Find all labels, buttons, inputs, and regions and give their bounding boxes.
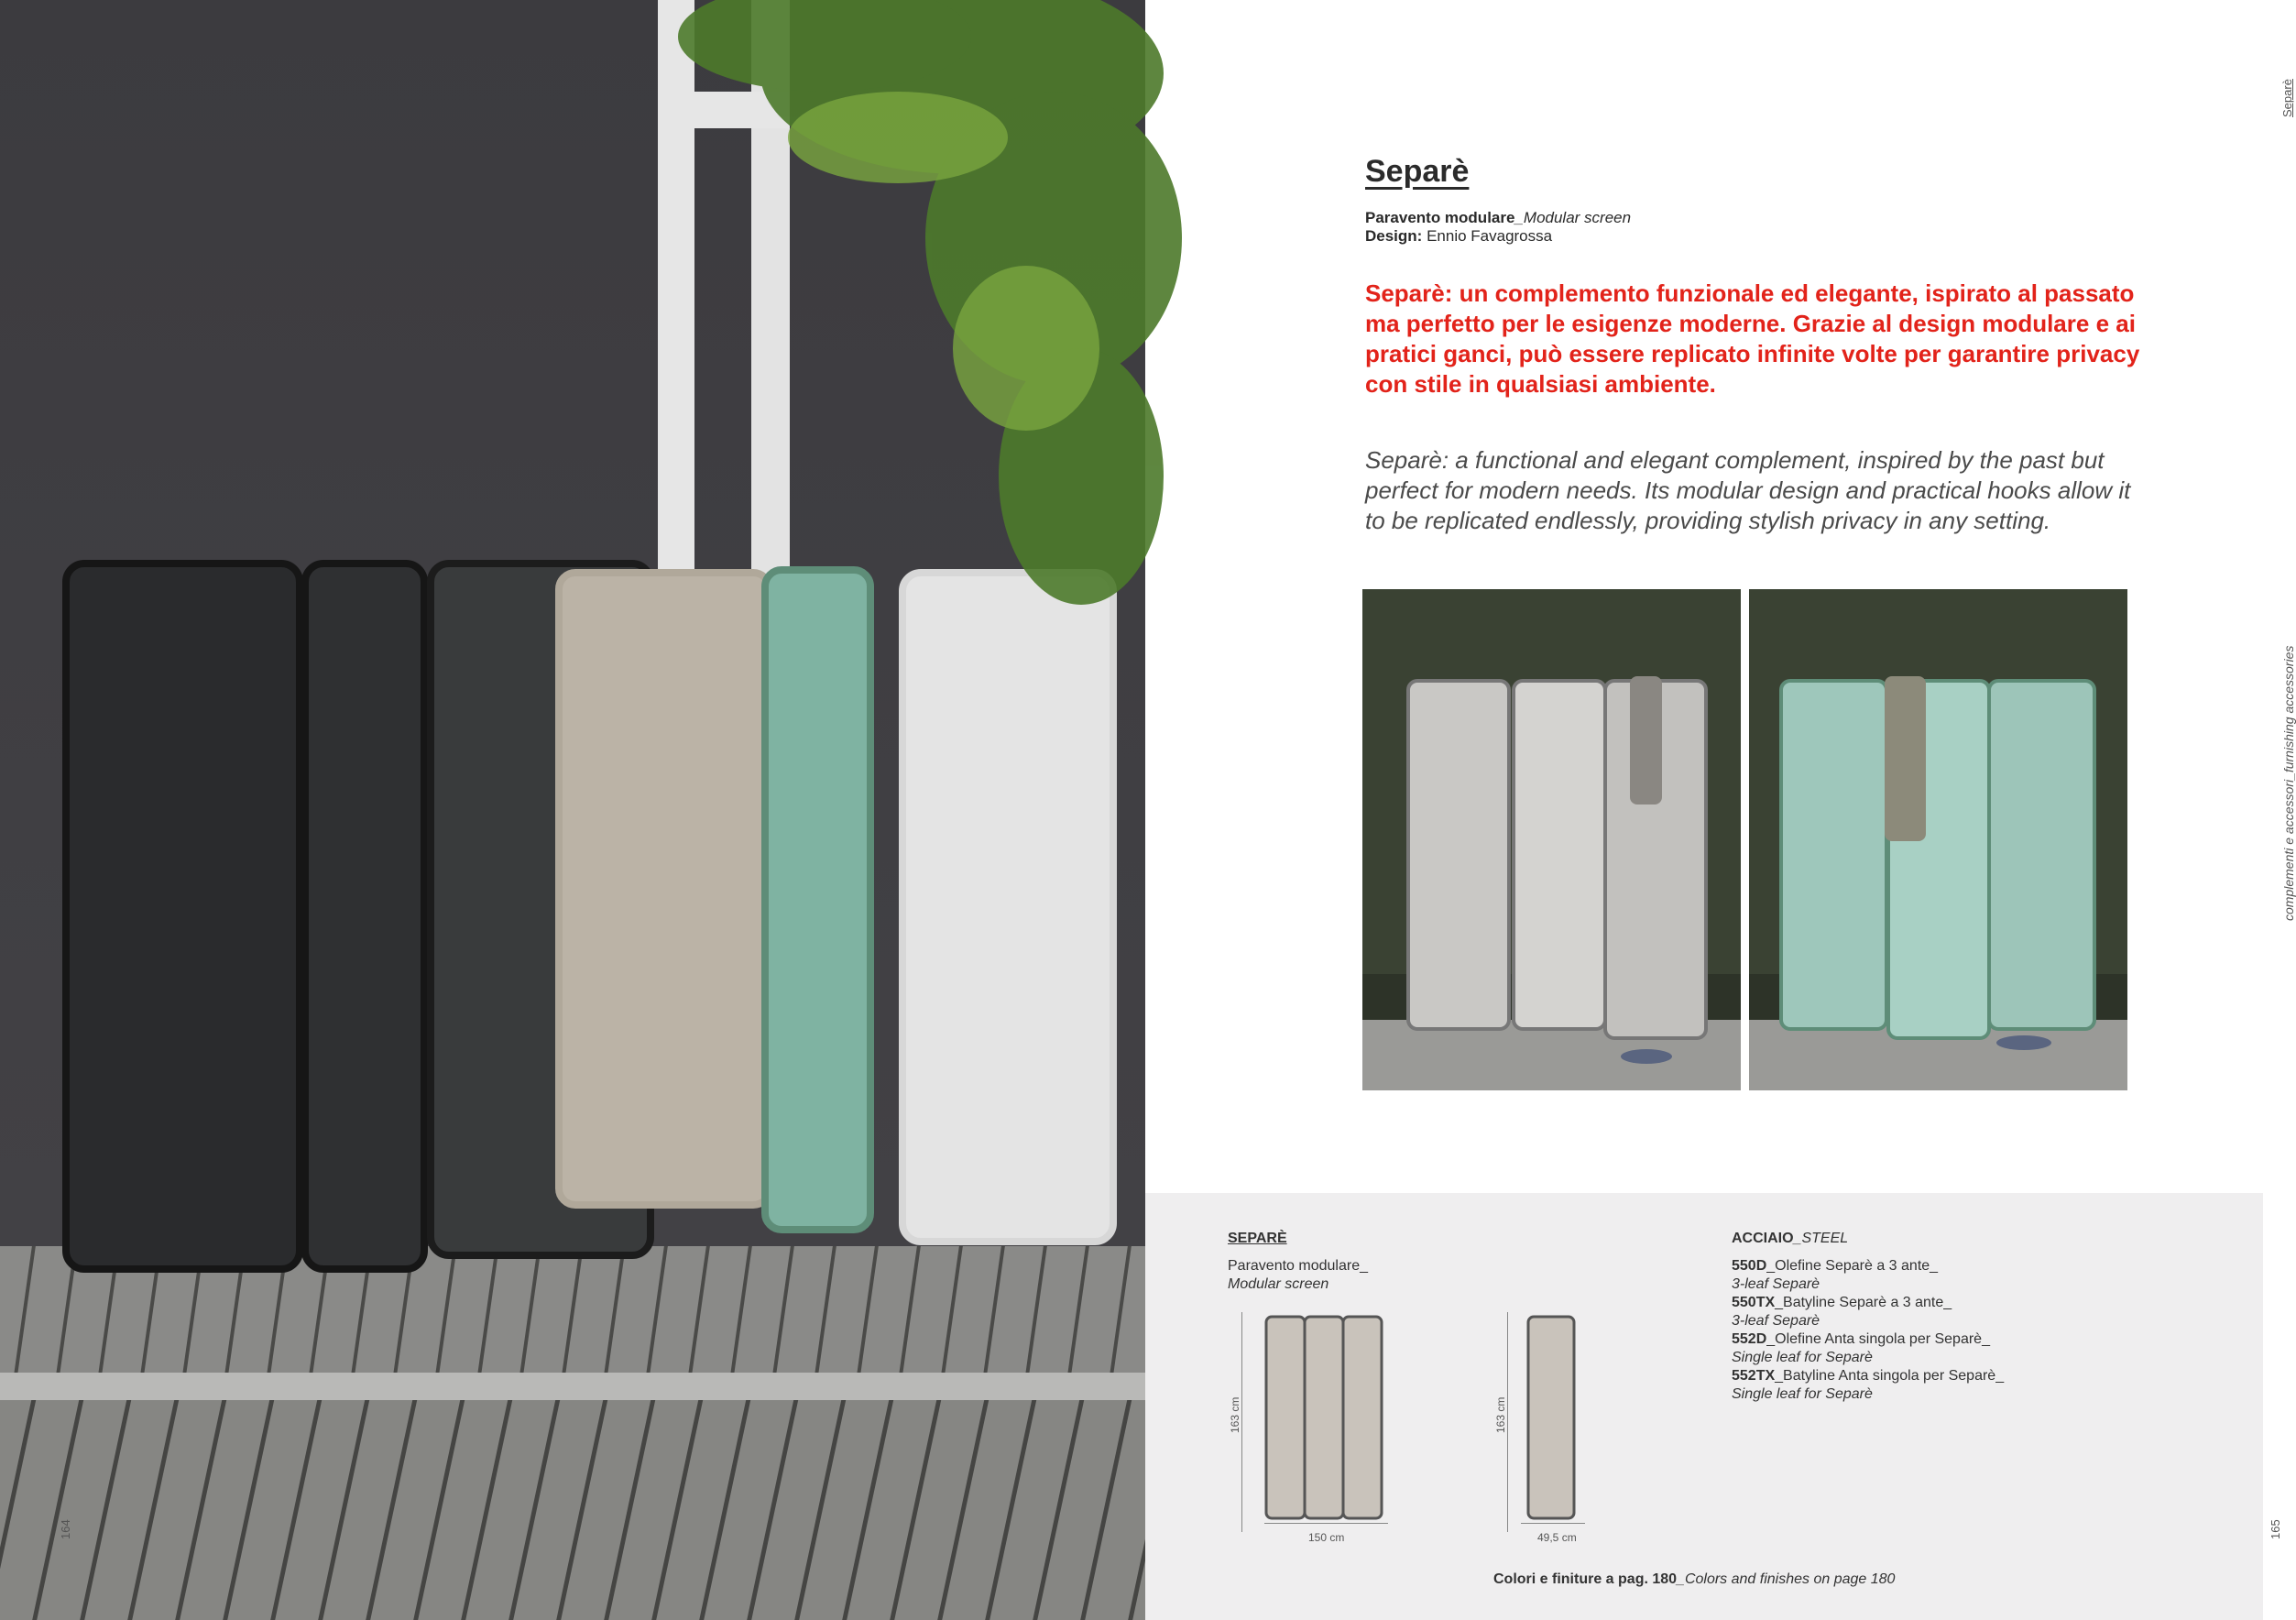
item-desc-en: 3-leaf Separè — [1732, 1313, 1820, 1329]
drawing-single-leaf — [1521, 1308, 1585, 1537]
colors-note-bold: Colori e finiture a pag. 180 — [1493, 1571, 1678, 1587]
designer-name: Ennio Favagrossa — [1422, 227, 1553, 245]
right-page-number: 165 — [2269, 1519, 2282, 1539]
item-code: 552D — [1732, 1331, 1767, 1347]
drawing2-height: 163 cm — [1494, 1396, 1507, 1433]
item-desc-en: 3-leaf Separè — [1732, 1276, 1820, 1292]
item-desc-it: _Batyline Anta singola per Separè_ — [1775, 1368, 2005, 1384]
item-code: 550TX — [1732, 1295, 1776, 1310]
item-desc-en: Single leaf for Separè — [1732, 1386, 1873, 1402]
page-title: Separè — [1365, 154, 1470, 189]
dim-line-h1 — [1264, 1523, 1388, 1524]
dim-line-h2 — [1521, 1523, 1585, 1524]
colors-note-en: _Colors and finishes on page 180 — [1677, 1571, 1896, 1587]
spec-product-desc-en: Modular screen — [1228, 1276, 1329, 1292]
item-desc-it: _Olefine Separè a 3 ante_ — [1766, 1258, 1939, 1274]
item-code: 552TX — [1732, 1368, 1776, 1384]
drawing1-height: 163 cm — [1229, 1396, 1241, 1433]
product-photo-grey — [1362, 589, 1741, 1090]
screens-group — [66, 564, 1113, 1269]
designer-line — [1365, 227, 1552, 246]
material-heading — [1732, 1230, 1848, 1248]
spec-product-name: SEPARÈ — [1228, 1231, 1287, 1246]
spec-product-desc-it: Paravento modulare_ — [1228, 1258, 1368, 1274]
item-desc-en: Single leaf for Separè — [1732, 1350, 1873, 1365]
left-page-number: 164 — [59, 1519, 72, 1539]
item-desc-it: _Olefine Anta singola per Separè_ — [1766, 1331, 1990, 1347]
item-desc-it: _Batyline Separè a 3 ante_ — [1775, 1295, 1952, 1310]
design-label: Design: — [1365, 227, 1423, 245]
description-english: Separè: a functional and elegant complement, inspired by the past but perfect for modern needs. Its modular design and practical hooks allow it to be replicated endlessly, providing stylish privacy in any setting. — [1365, 446, 2131, 534]
item-code: 550D — [1732, 1258, 1767, 1274]
drawing2-width: 49,5 cm — [1537, 1531, 1577, 1544]
spec-panel — [1145, 1193, 2263, 1620]
subtitle-label-it: Paravento modulare — [1365, 209, 1515, 226]
product-photo-green — [1749, 589, 2127, 1090]
material-label: ACCIAIO — [1732, 1231, 1794, 1246]
spec-item — [1732, 1330, 1990, 1349]
colors-note — [1493, 1571, 1895, 1589]
subtitle-line — [1365, 209, 1631, 227]
material-en: _STEEL — [1793, 1231, 1849, 1246]
description-italian: Separè: un complemento funzionale ed elegante, ispirato al passato ma perfetto per le esigenze moderne. Grazie al design modulare e ai pratici ganci, può essere replicato infinite volte per garantire privacy con stile in qualsiasi ambiente. — [1365, 279, 2140, 398]
side-title: Separè — [2280, 79, 2294, 117]
drawing1-width: 150 cm — [1308, 1531, 1345, 1544]
hero-photo — [0, 0, 1145, 1620]
hero-illustration — [0, 0, 1145, 1620]
drawing-3-leaf — [1255, 1308, 1383, 1537]
spec-item — [1732, 1257, 1938, 1275]
side-section-label: complementi e accessori_furnishing accessories — [2281, 645, 2296, 921]
spec-item — [1732, 1367, 2004, 1385]
spec-item — [1732, 1294, 1952, 1312]
subtitle-label-en: _Modular screen — [1514, 209, 1632, 226]
